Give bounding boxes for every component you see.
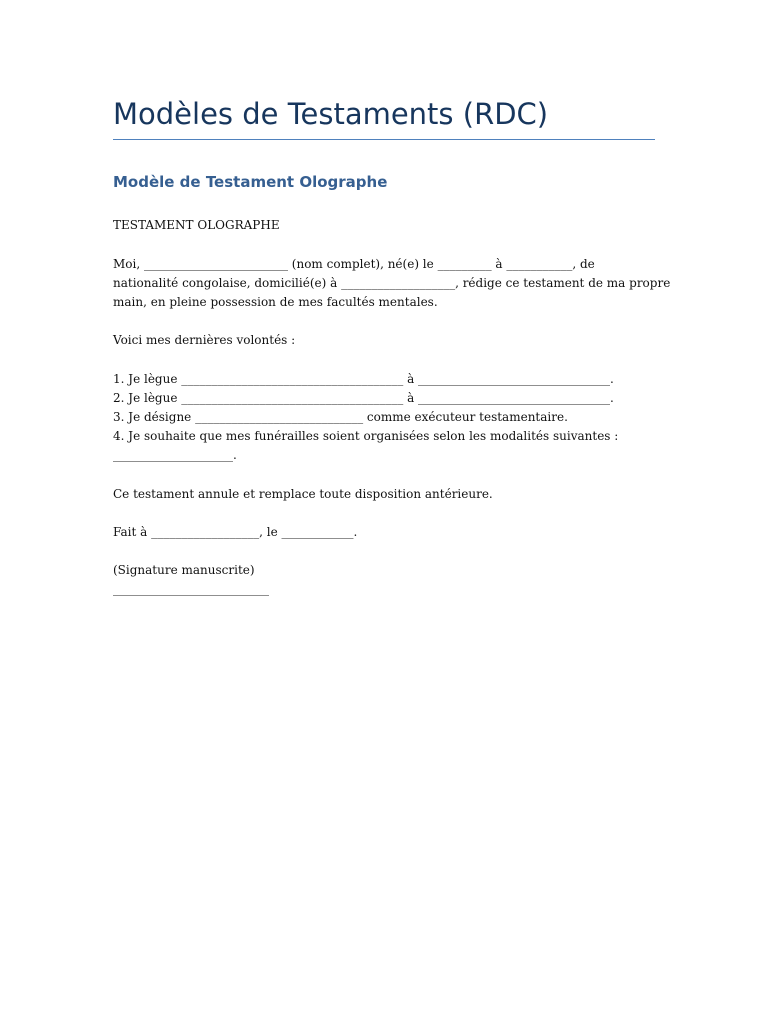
title-underline-divider — [113, 139, 655, 140]
intro-line: main, en pleine possession de mes facultés mentales. — [113, 295, 438, 309]
signature-line: __________________________ — [113, 582, 269, 596]
volontes-list — [113, 370, 673, 465]
place-date-line: Fait à __________________, le ____________. — [113, 525, 358, 539]
intro-paragraph — [113, 255, 673, 312]
signature-block — [113, 561, 673, 599]
list-item: 1. Je lègue _____________________________________ à ________________________________. — [113, 372, 614, 386]
section-heading: Modèle de Testament Olographe — [113, 173, 388, 191]
volontes-intro: Voici mes dernières volontés : — [113, 333, 296, 347]
list-item: 3. Je désigne ____________________________ comme exécuteur testamentaire. — [113, 410, 568, 424]
intro-line: Moi, ________________________ (nom complet), né(e) le _________ à ___________, de — [113, 257, 595, 271]
list-item: 4. Je souhaite que mes funérailles soient organisées selon les modalités suivantes : — [113, 429, 619, 443]
intro-line: nationalité congolaise, domicilié(e) à ___________________, rédige ce testament de ma propre — [113, 276, 671, 290]
list-item: ____________________. — [113, 448, 237, 462]
annulation-paragraph: Ce testament annule et remplace toute disposition antérieure. — [113, 487, 493, 501]
signature-label: (Signature manuscrite) — [113, 563, 255, 577]
document-title: Modèles de Testaments (RDC) — [113, 97, 549, 131]
list-item: 2. Je lègue _____________________________________ à ________________________________. — [113, 391, 614, 405]
testament-subtitle: TESTAMENT OLOGRAPHE — [113, 218, 280, 232]
